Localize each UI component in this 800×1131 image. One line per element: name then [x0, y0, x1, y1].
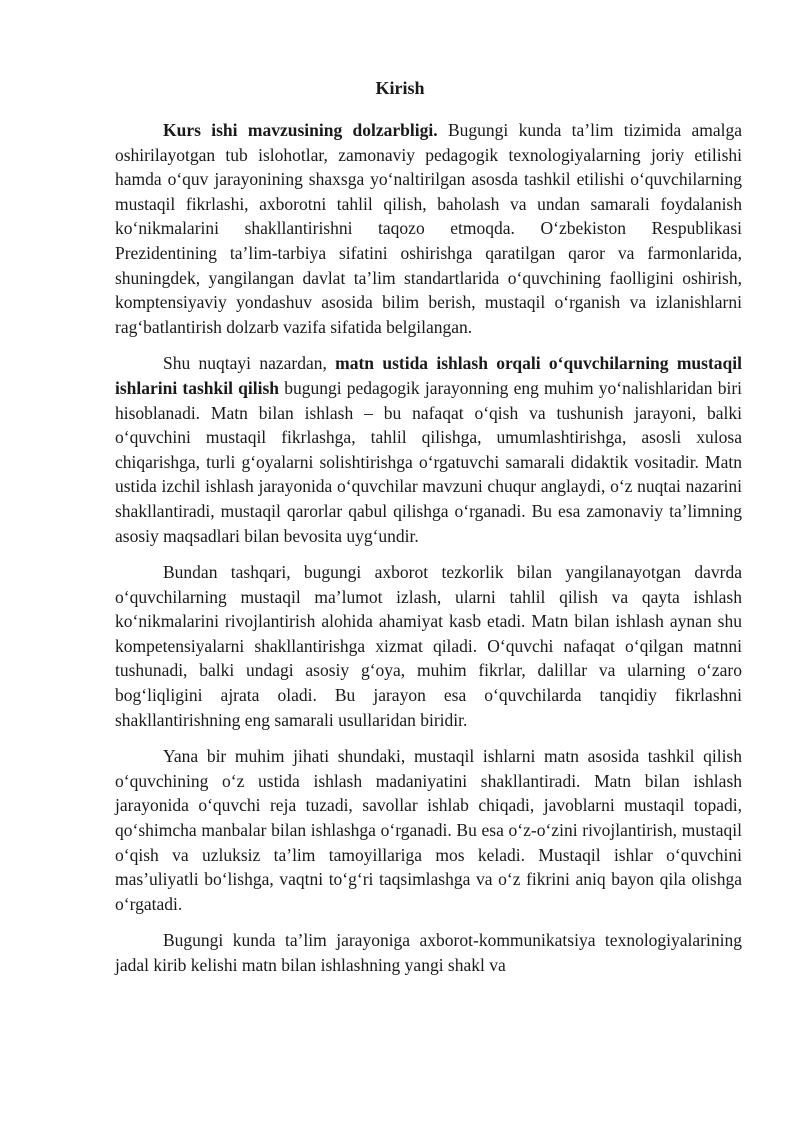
document-body: [115, 118, 742, 978]
paragraph-text: Bugungi kunda ta’lim tizimida amalga oshirilayotgan tub islohotlar, zamonaviy pedagogik texnologiyalarning joriy etilishi hamda o‘quv jarayonining shaxsga yo‘naltirilgan asosda tashkil etilishi o‘quvchilarning mustaqil fikrlashi, axborotni tahlil qilish, baholash va undan samarali foydalanish ko‘nikmalarini shakllantirishni taqozo etmoqda. O‘zbekiston Respublikasi Prezidentining ta’lim-tarbiya sifatini oshirishga qaratilgan qaror va farmonlarida, shuningdek, yangilangan davlat ta’lim standartlarida o‘quvchining faolligini oshirish, komptensiyaviy yondashuv asosida bilim berish, mustaqil o‘rganish va izlanishlarni rag‘batlantirish dolzarb vazifa sifatida belgilangan.: [115, 120, 743, 337]
page-title: Kirish: [375, 78, 425, 98]
paragraph-relevance: [115, 118, 742, 339]
paragraph-information-age: Bundan tashqari, bugungi axborot tezkorlik bilan yangilanayotgan davrda o‘quvchilarning mustaqil ma’lumot izlash, ularni tahlil qilish va qayta ishlash ko‘nikmalarini rivojlantirish alohida ahamiyat kasb etadi. Matn bilan ishlash aynan shu kompetensiyalarni shakllantirishga xizmat qiladi. O‘quvchi nafaqat o‘qilgan matnni tushunadi, balki undagi asosiy g‘oya, muhim fikrlar, dalillar va ularning o‘zaro bog‘liqligini ajrata oladi. Bu jarayon esa o‘quvchilarda tanqidiy fikrlashni shakllantirishning eng samarali usullaridan biridir.: [115, 562, 742, 730]
paragraph-ict: Bugungi kunda ta’lim jarayoniga axborot-kommunikatsiya texnologiyalarining jadal kirib kelishi matn bilan ishlashning yangi shakl va: [115, 930, 742, 975]
emphasis-text: matn ustida ishlash orqali o‘quvchilarning mustaqil ishlarini tashkil qilish: [115, 353, 742, 398]
paragraph-perspective: [115, 351, 742, 548]
relevance-heading: Kurs ishi mavzusining dolzarbligi.: [163, 120, 438, 140]
paragraph-text: Shu nuqtayi nazardan,: [163, 353, 336, 374]
paragraph-self-study: Yana bir muhim jihati shundaki, mustaqil ishlarni matn asosida tashkil qilish o‘quvchining o‘z ustida ishlash madaniyatini shakllantiradi. Matn bilan ishlash jarayonida o‘quvchi reja tuzadi, savollar ishlab chiqadi, javoblarni mustaqil topadi, qo‘shimcha manbalar bilan ishlashga o‘rganadi. Bu esa o‘z-o‘zini rivojlantirish, mustaqil o‘qish va uzluksiz ta’lim tamoyillariga mos keladi. Mustaqil ishlar o‘quvchini mas’uliyatli bo‘lishga, vaqtni to‘g‘ri taqsimlashga va o‘z fikrini aniq bayon qila olishga o‘rgatadi.: [115, 746, 742, 914]
paragraph-text: bugungi pedagogik jarayonning eng muhim yo‘nalishlaridan biri hisoblanadi. Matn bilan ishlash – bu nafaqat o‘qish va tushunish jarayoni, balki o‘quvchini mustaqil fikrlashga, tahlil qilishga, umumlashtirishga, asosli xulosa chiqarishga, turli g‘oyalarni solishtirishga o‘rgatuvchi samarali didaktik vositadir. Matn ustida izchil ishlash jarayonida o‘quvchilar mavzuni chuqur anglaydi, o‘z nuqtai nazarini shakllantiradi, mustaqil qarorlar qabul qilishga o‘rganadi. Bu esa zamonaviy ta’limning asosiy maqsadlari bilan bevosita uyg‘undir.: [115, 377, 743, 546]
